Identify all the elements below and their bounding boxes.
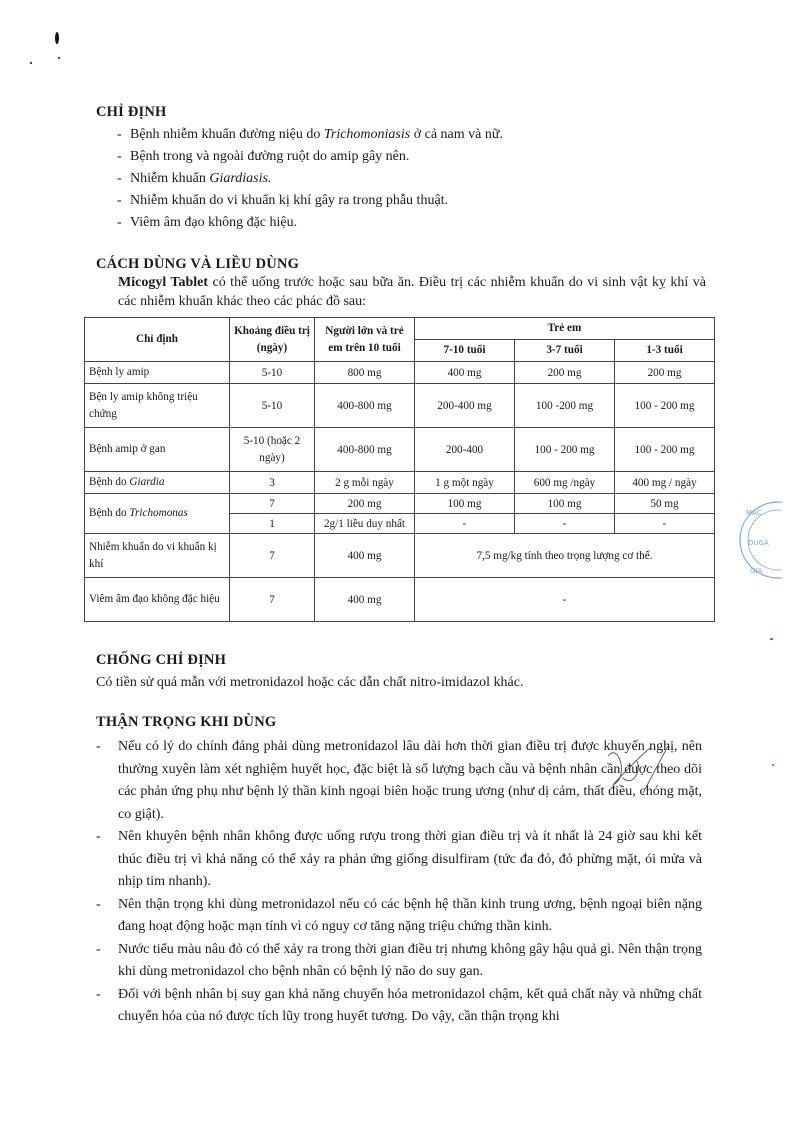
list-item: - Đối với bệnh nhân bị suy gan khả năng chuyển hóa metronidazol chậm, kết quả chất này và những chất chuyển hóa của nó được tích lũy trong huyết tương. Do vậy, cần thận trọng khi <box>96 984 702 1029</box>
stamp-seal-icon <box>738 495 782 585</box>
table-row: 1 2g/1 liều duy nhất - - - <box>85 514 715 534</box>
svg-text:GIA: GIA <box>750 567 763 575</box>
table-row: Bệnh ly amip 5-10 800 mg 400 mg 200 mg 200 mg <box>85 362 715 384</box>
product-name: Micogyl Tablet <box>118 275 209 290</box>
list-item: - Nếu có lý do chính đáng phải dùng metronidazol lâu dài hơn thời gian điều trị được khuyến nghị, nên thường xuyên làm xét nghiệm huyết học, đặc biệt là số lượng bạch cầu và bệnh nhân cần được theo dõi các phản ứng phụ như bệnh lý thần kinh ngoại biên hoặc trung ương (như dị cảm, thất điều, chóng mặt, co giật). <box>96 736 702 826</box>
table-row: Viêm âm đạo không đặc hiệu 7 400 mg - <box>85 578 715 622</box>
dosage-intro: Micogyl Tablet có thể uống trước hoặc sau bữa ăn. Điều trị các nhiễm khuẩn do vi sinh vật kỵ khí và các nhiễm khuẩn khác theo các phác đồ sau: <box>118 275 706 309</box>
precautions-title: THẬN TRỌNG KHI DÙNG <box>96 714 277 730</box>
table-row: Nhiễm khuẩn do vi khuẩn kị khí 7 400 mg 7,5 mg/kg tính theo trọng lượng cơ thể. <box>85 534 715 578</box>
svg-text:MAC: MAC <box>746 509 762 517</box>
table-row: Bệnh amip ở gan 5-10 (hoặc 2 ngày) 400-800 mg 200-400 100 - 200 mg 100 - 200 mg <box>85 428 715 472</box>
contraindications-text: Có tiền sử quá mẫn với metronidazol hoặc các dẫn chất nitro-imidazol khác. <box>96 675 524 690</box>
list-item: - Bệnh nhiễm khuẩn đường niệu do Trichomoniasis ở cả nam và nữ. <box>96 124 503 146</box>
header-7-10: 7-10 tuổi <box>415 340 515 362</box>
list-item: - Viêm âm đạo không đặc hiệu. <box>96 212 503 234</box>
list-item: - Nhiễm khuẩn do vi khuẩn kị khí gây ra trong phẫu thuật. <box>96 190 503 212</box>
table-row: Bện ly amip không triệu chứng 5-10 400-800 mg 200-400 mg 100 -200 mg 100 - 200 mg <box>85 384 715 428</box>
signature-mark <box>588 738 678 798</box>
table-row: Bệnh do Trichomonas 7 200 mg 100 mg 100 mg 50 mg <box>85 494 715 514</box>
header-children: Trẻ em <box>415 318 715 340</box>
list-item: - Nhiễm khuẩn Giardiasis. <box>96 168 503 190</box>
header-indication: Chỉ định <box>85 318 230 362</box>
dosage-title: CÁCH DÙNG VÀ LIỀU DÙNG <box>96 256 300 272</box>
list-item: - Nước tiểu màu nâu đỏ có thể xảy ra trong thời gian điều trị nhưng không gây hậu quả gì. Nên thận trọng khi dùng metronidazol cho bệnh nhân có bệnh lý não do suy gan. <box>96 939 702 984</box>
list-item: - Nên khuyên bệnh nhân không được uống rượu trong thời gian điều trị và ít nhất là 24 giờ sau khi kết thúc điều trị vì khả năng có thể xảy ra phản ứng giống disulfiram (tức đa đỏ, đỏ phừng mặt, ói mửa và nhịp tim nhanh). <box>96 826 702 894</box>
scan-mark <box>58 57 60 59</box>
dosage-table <box>84 317 715 622</box>
svg-text:DUGA: DUGA <box>748 539 769 547</box>
header-duration: Khoảng điều trị (ngày) <box>230 318 315 362</box>
scan-mark <box>55 32 59 44</box>
scan-mark <box>770 638 773 640</box>
scan-mark <box>772 764 774 766</box>
header-adult: Người lớn và trẻ em trên 10 tuổi <box>315 318 415 362</box>
list-item: - Bệnh trong và ngoài đường ruột do amip gây nên. <box>96 146 503 168</box>
list-item: - Nên thận trọng khi dùng metronidazol nếu có các bệnh hệ thần kinh trung ương, bệnh ngoại biên nặng đang hoạt động hoặc mạn tính vì có nguy cơ tăng nặng triệu chứng thần kinh. <box>96 894 702 939</box>
header-1-3: 1-3 tuổi <box>615 340 715 362</box>
indications-title: CHỈ ĐỊNH <box>96 104 167 120</box>
header-3-7: 3-7 tuổi <box>515 340 615 362</box>
indications-list <box>96 124 503 234</box>
contraindications-title: CHỐNG CHỈ ĐỊNH <box>96 652 227 668</box>
table-row: Bệnh do Giardia 3 2 g mỗi ngày 1 g một ngày 600 mg /ngày 400 mg / ngày <box>85 472 715 494</box>
scan-mark <box>30 62 32 64</box>
